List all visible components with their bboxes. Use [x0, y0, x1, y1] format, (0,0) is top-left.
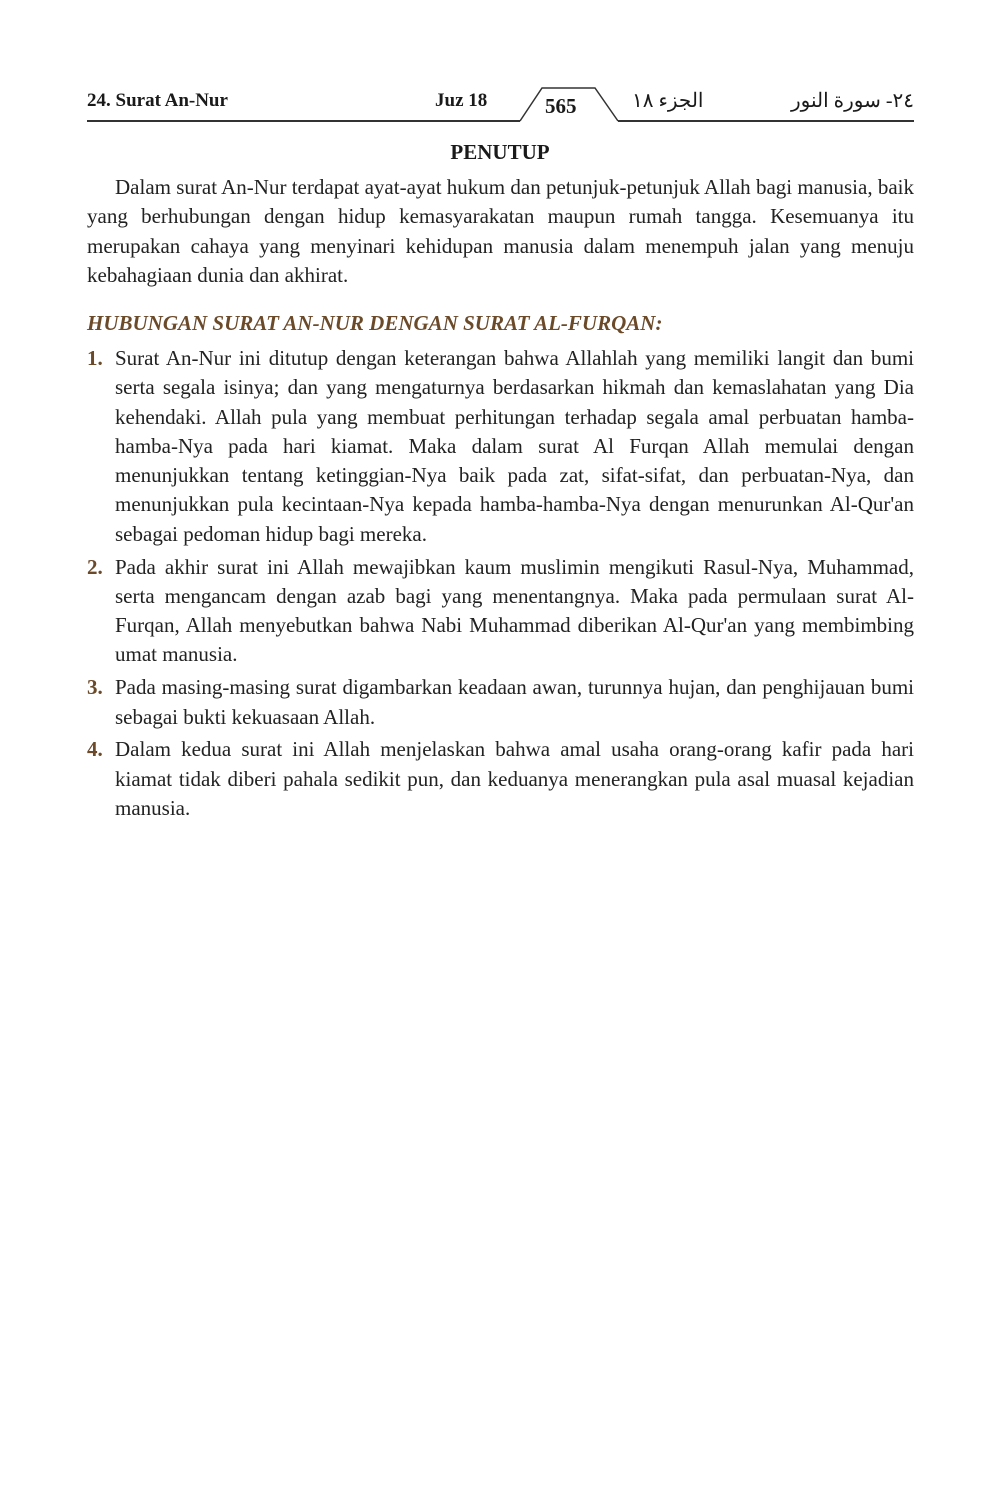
header-rule-right — [618, 120, 914, 122]
list-item-number: 2. — [87, 554, 103, 579]
section-title: PENUTUP — [450, 140, 550, 164]
list-item-text: Dalam kedua surat ini Allah menjelaskan bahwa amal usaha orang-orang kafir pada hari kiamat tidak diberi pahala sedikit pun, dan keduanya menerangkan pula asal muasal kejadian manusia. — [115, 737, 914, 820]
list-item-text: Surat An-Nur ini ditutup dengan keterangan bahwa Allahlah yang memiliki langit dan bumi serta segala isinya; dan yang mengaturnya berdasarkan hikmah dan kemaslahatan yang Dia kehendaki. Allah pula yang membuat perhitungan terhadap segala amal perbuatan hamba-hamba-Nya pada hari kiamat. Maka dalam surat Al Furqan Allah memulai dengan menunjukkan tentang ketinggian-Nya baik pada zat, sifat-sifat, dan perbuatan-Nya, dan menunjukkan pula kecintaan-Nya kepada hamba-hamba-Nya dengan menurunkan Al-Qur'an sebagai pedoman hidup bagi mereka. — [115, 346, 914, 546]
page-header — [87, 84, 914, 124]
list-item — [87, 673, 914, 732]
relation-heading: HUBUNGAN SURAT AN-NUR DENGAN SURAT AL-FURQAN: — [87, 311, 663, 335]
list-item — [87, 553, 914, 670]
list-item-number: 1. — [87, 346, 103, 370]
relation-list — [87, 344, 914, 827]
list-item-text: Pada akhir surat ini Allah mewajibkan kaum muslimin mengikuti Rasul-Nya, Muhammad, serta mengancam dengan azab bagi yang menentangnya. Maka pada permulaan surat Al-Furqan, Allah menyebutkan bahwa Nabi Muhammad diberikan Al-Qur'an yang membimbing umat manusia. — [115, 554, 914, 667]
page-number: 565 — [545, 94, 577, 118]
surah-name-arabic: ٢٤- سورة النور — [790, 90, 914, 112]
list-item-number: 3. — [87, 675, 103, 700]
closing-paragraph: Dalam surat An-Nur terdapat ayat-ayat hukum dan petunjuk-petunjuk Allah bagi manusia, baik yang berhubungan dengan hidup kemasyarakatan maupun rumah tangga. Kesemuanya itu merupakan cahaya yang menyinari kehidupan manusia dalam menempuh jalan yang menuju kebahagiaan dunia dan akhirat. — [87, 175, 914, 287]
juz-label-arabic: الجزء ١٨ — [632, 90, 704, 112]
list-item — [87, 344, 914, 549]
list-item-number: 4. — [87, 737, 103, 762]
header-rule-left — [87, 120, 520, 122]
juz-label-latin: Juz 18 — [435, 90, 488, 111]
surah-name-latin: 24. Surat An-Nur — [87, 90, 228, 111]
list-item-text: Pada masing-masing surat digambarkan keadaan awan, turunnya hujan, dan penghijauan bumi sebagai bukti kekuasaan Allah. — [115, 675, 914, 729]
list-item — [87, 735, 914, 823]
